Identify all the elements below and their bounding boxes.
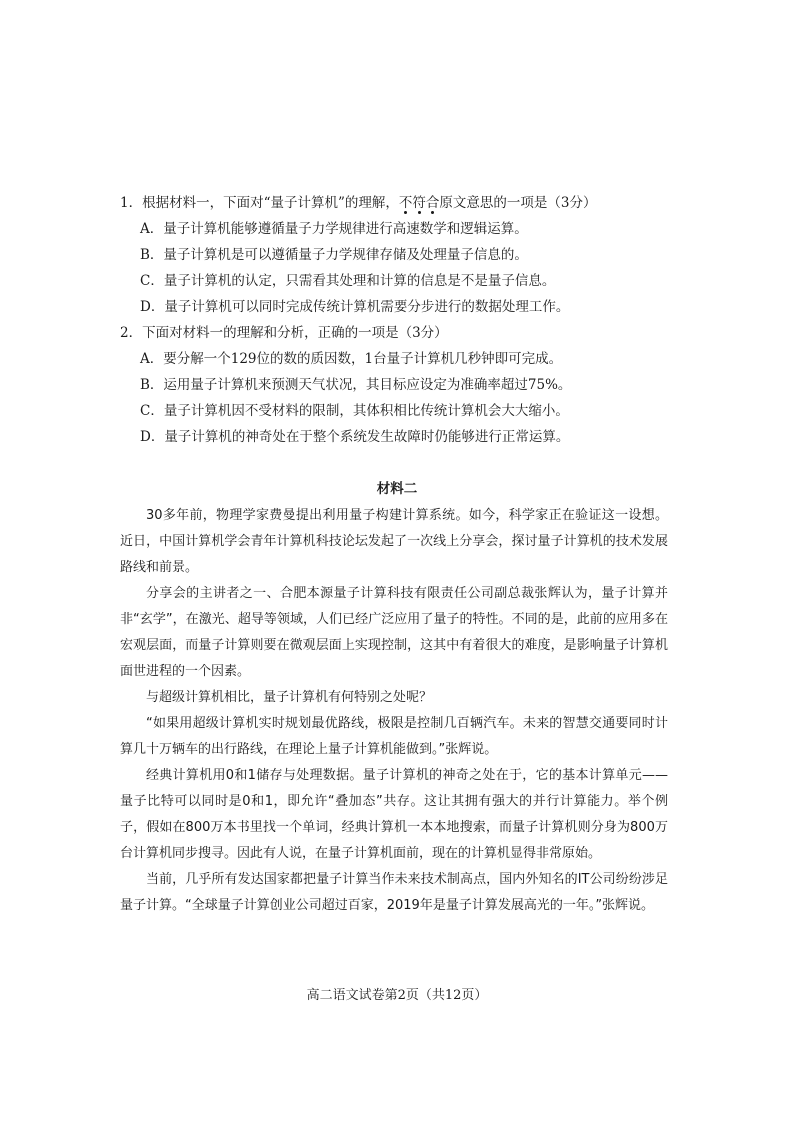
- emphasis-dot-char: 符: [412, 195, 426, 211]
- question-2-option-c: C．量子计算机因不受材料的限制，其体积相比传统计算机会大大缩小。: [140, 403, 569, 419]
- material-2-title: 材料二: [376, 481, 418, 497]
- page-footer: 高二语文试卷第2页（共12页）: [306, 988, 488, 1003]
- question-2-option-d: D．量子计算机的神奇处在于整个系统发生故障时仍能够进行正常运算。: [140, 429, 570, 445]
- question-2-option-a: A．要分解一个129位的数的质因数，1台量子计算机几秒钟即可完成。: [140, 351, 563, 367]
- passage-paragraph: 30多年前，物理学家费曼提出利用量子构建计算系统。如今，科学家正在验证这一设想。近日，中国计算机学会青年计算机科技论坛发起了一次线上分享会，探讨量子计算机的技术发展路线和前景。: [120, 508, 668, 575]
- question-2-stem: 2．下面对材料一的理解和分析，正确的一项是（3分）: [120, 325, 448, 341]
- question-1-option-d: D．量子计算机可以同时完成传统计算机需要分步进行的数据处理工作。: [140, 299, 570, 315]
- passage-paragraph: 分享会的主讲者之一、合肥本源量子计算科技有限责任公司副总裁张辉认为，量子计算并非“玄学”，在激光、超导等领域，人们已经广泛应用了量子的特性。不同的是，此前的应用多在宏观层面，而量子计算则要在微观层面上实现控制，这其中有着很大的难度，是影响量子计算机面世进程的一个因素。: [120, 586, 668, 679]
- question-1-option-b: B．量子计算机是可以遵循量子力学规律存储及处理量子信息的。: [140, 247, 528, 263]
- question-1-option-c: C．量子计算机的认定，只需看其处理和计算的信息是不是量子信息。: [140, 273, 556, 289]
- question-list: [120, 190, 720, 450]
- question-1-stem: 1．根据材料一，下面对“量子计算机”的理解，不符合原文意思的一项是（3分）: [120, 195, 597, 211]
- passage-paragraph: 当前，几乎所有发达国家都把量子计算当作未来技术制高点，国内外知名的IT公司纷纷涉足量子计算。“全球量子计算创业公司超过百家，2019年是量子计算发展高光的一年。”张辉说。: [120, 872, 668, 913]
- passage-paragraph: 与超级计算机相比，量子计算机有何特别之处呢？: [146, 690, 433, 705]
- question-1: [120, 190, 720, 320]
- question-2: [120, 320, 720, 450]
- question-1-option-a: A．量子计算机能够遵循量子力学规律进行高速数学和逻辑运算。: [140, 221, 528, 237]
- passage-paragraph: 经典计算机用0和1储存与处理数据。量子计算机的神奇之处在于，它的基本计算单元——量子比特可以同时是0和1，即允许“叠加态”共存。这让其拥有强大的并行计算能力。举个例子，假如在800万本书里找一个单词，经典计算机一本本地搜索，而量子计算机则分身为800万台计算机同步搜寻。因此有人说，在量子计算机面前，现在的计算机显得非常原始。: [120, 768, 668, 861]
- emphasis-dot-char: 不: [398, 195, 413, 211]
- emphasis-dot-char: 合: [425, 195, 440, 211]
- material-2-passage: [120, 503, 668, 919]
- question-2-option-b: B．运用量子计算机来预测天气状况，其目标应设定为准确率超过75%。: [140, 377, 572, 393]
- passage-paragraph: “如果用超级计算机实时规划最优路线，极限是控制几百辆汽车。未来的智慧交通要同时计算几十万辆车的出行路线，在理论上量子计算机能做到。”张辉说。: [120, 716, 668, 757]
